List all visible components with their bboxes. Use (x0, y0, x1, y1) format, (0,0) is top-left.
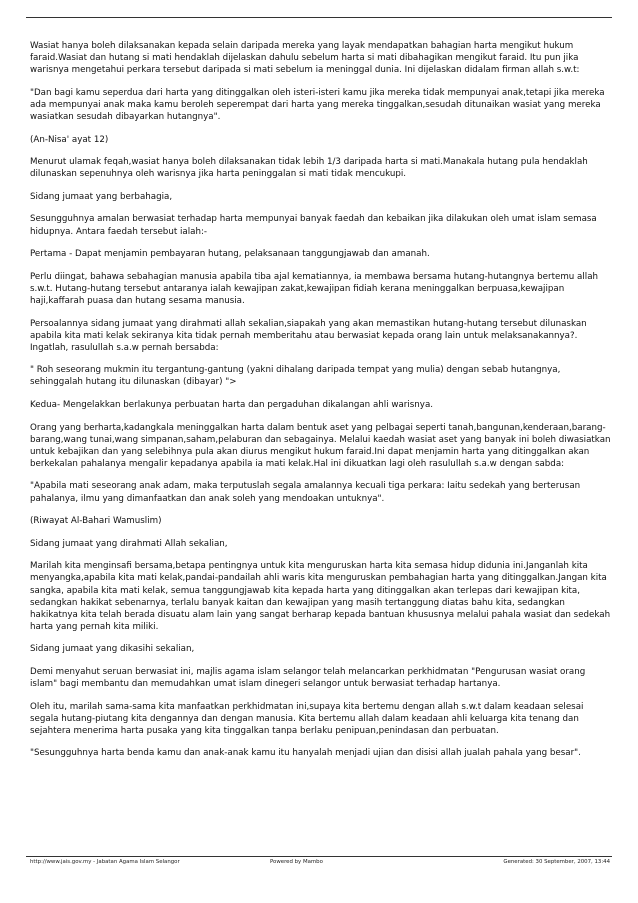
paragraph: "Apabila mati seseorang anak adam, maka terputuslah segala amalannya kecuali tiga perkara: Iaitu sedekah yang berterusan pahalanya, ilmu yang dimanfaatkan dan anak soleh yang mendoakan untuknya". (30, 481, 581, 504)
paragraph: Wasiat hanya boleh dilaksanakan kepada selain daripada mereka yang layak mendapatkan bahagian harta mengikut hukum faraid.Wasiat dan hutang si mati hendaklah dijelaskan dahulu sebelum harta si mati dibahagikan mengikut faraid. Itu pun jika warisnya mengetahui perkara tersebut daripada si mati sebelum ia meninggal dunia. Ini dijelaskan didalam firman allah s.w.t: (30, 41, 580, 76)
paragraph: Orang yang berharta,kadangkala meninggalkan harta dalam bentuk aset yang pelbagai seperti tanah,bangunan,kenderaan,barang-barang,wang tunai,wang simpanan,saham,pelaburan dan sebagainya. Melalui kaedah wasiat aset yang banyak ini boleh diwasiatkan untuk kebajikan dan yang selebihnya pula akan diurus mengikut hukum faraid.Ini dapat menjamin harta yang ditinggalkan akan berkekalan pahalanya mengalir kepadanya apabila ia mati kelak.Hal ini dikuatkan lagi oleh rasulullah s.a.w dengan sabda: (30, 422, 611, 469)
paragraph: Persoalannya sidang jumaat yang dirahmati allah sekalian,siapakah yang akan memastikan hutang-hutang tersebut dilunaskan apabila kita mati kelak sekiranya kita tidak pernah memberitahu atau berwasiat kepada orang lain untuk melaksanakannya?. Ingatlah, rasulullah s.a.w pernah bersabda: (30, 318, 587, 353)
paragraph: Sidang jumaat yang dirahmati Allah sekalian, (30, 538, 228, 549)
paragraph: Marilah kita menginsafi bersama,betapa pentingnya untuk kita menguruskan harta kita semasa hidup didunia ini.Janganlah kita menyangka,apabila kita mati kelak,pandai-pandailah ahli waris kita menguruskan pembahagian harta yang ditinggalkan.Jangan kita sangka, apabila kita mati kelak, semua tanggungjawab kita kepada harta yang ditinggalkan akan terlepas dari kewajipan kita, sedangkan hakikat sebenarnya, terlalu banyak kaitan dan kewajipan yang masih tertanggung diatas bahu kita, sedangkan hakikatnya kita telah berada disuatu alam lain yang sangat berharap kepada bantuan khususnya melalui pahala wasiat dan sedekah harta yang pernah kita miliki. (30, 561, 611, 632)
footer-powered-by: Powered by Mambo (270, 859, 323, 865)
paragraph: Demi menyahut seruan berwasiat ini, majlis agama islam selangor telah melancarkan perkhidmatan "Pengurusan wasiat orang islam" bagi membantu dan memudahkan umat islam dinegeri selangor untuk berwasiat terhadap hartanya. (30, 666, 586, 690)
paragraph: "Dan bagi kamu seperdua dari harta yang ditinggalkan oleh isteri-isteri kamu jika mereka tidak mempunyai anak,tetapi jika mereka ada mempunyai anak maka kamu beroleh seperempat dari harta yang mereka tinggalkan,sesudah ditunaikan wasiat yang mereka wasiatkan sesudah dibayarkan hutangnya". (30, 87, 605, 122)
paragraph: (An-Nisa' ayat 12) (30, 134, 109, 145)
paragraph: Perlu diingat, bahawa sebahagian manusia apabila tiba ajal kematiannya, ia membawa bersama hutang-hutangnya bertemu allah s.w.t. Hutang-hutang tersebut antaranya ialah kewajipan zakat,kewajipan fidiah kerana meninggalkan berpuasa,kewajipan haji,kaffarah puasa dan hutang sesama manusia. (30, 271, 599, 306)
paragraph: " Roh seseorang mukmin itu tergantung-gantung (yakni dihalang daripada tempat yang mulia) dengan sebab hutangnya, sehinggalah hutang itu dilunaskan (dibayar) "> (30, 365, 561, 388)
page-footer (30, 859, 610, 869)
paragraph: "Sesungguhnya harta benda kamu dan anak-anak kamu itu hanyalah menjadi ujian dan disisi allah jualah pahala yang besar". (30, 748, 581, 759)
paragraph: Menurut ulamak feqah,wasiat hanya boleh dilaksanakan tidak lebih 1/3 daripada harta si mati.Manakala hutang pula hendaklah dilunaskan sepenuhnya oleh warisnya jika harta peninggalan si mati tidak mencukupi. (30, 157, 588, 180)
paragraph: Kedua- Mengelakkan berlakunya perbuatan harta dan pergaduhan dikalangan ahli warisnya. (30, 399, 434, 410)
paragraph: Sesungguhnya amalan berwasiat terhadap harta mempunyai banyak faedah dan kebaikan jika dilakukan oleh umat islam semasa hidupnya. Antara faedah tersebut ialah:- (30, 214, 597, 237)
paragraph: Oleh itu, marilah sama-sama kita manfaatkan perkhidmatan ini,supaya kita bertemu dengan allah s.w.t dalam keadaan selesai segala hutang-piutang kita dengannya dan dengan manusia. Kita bertemu allah dalam keadaan ahli keluarga kita tenang dan sejahtera menerima harta pusaka yang kita tinggalkan tanpa berlaku penipuan,penindasan dan perbuatan. (30, 701, 584, 736)
paragraph: Pertama - Dapat menjamin pembayaran hutang, pelaksanaan tanggungjawab dan amanah. (30, 249, 430, 260)
bottom-rule (26, 856, 612, 857)
footer-source-link[interactable]: http://www.jais.gov.my - Jabatan Agama Islam Selangor (30, 859, 180, 865)
footer-generated-date: Generated: 30 September, 2007, 13:44 (503, 859, 610, 865)
paragraph: Sidang jumaat yang berbahagia, (30, 191, 173, 202)
paragraph: Sidang jumaat yang dikasihi sekalian, (30, 644, 195, 655)
paragraph: (Riwayat Al-Bahari Wamuslim) (30, 516, 162, 527)
top-rule (26, 17, 612, 18)
article-body (30, 40, 614, 770)
